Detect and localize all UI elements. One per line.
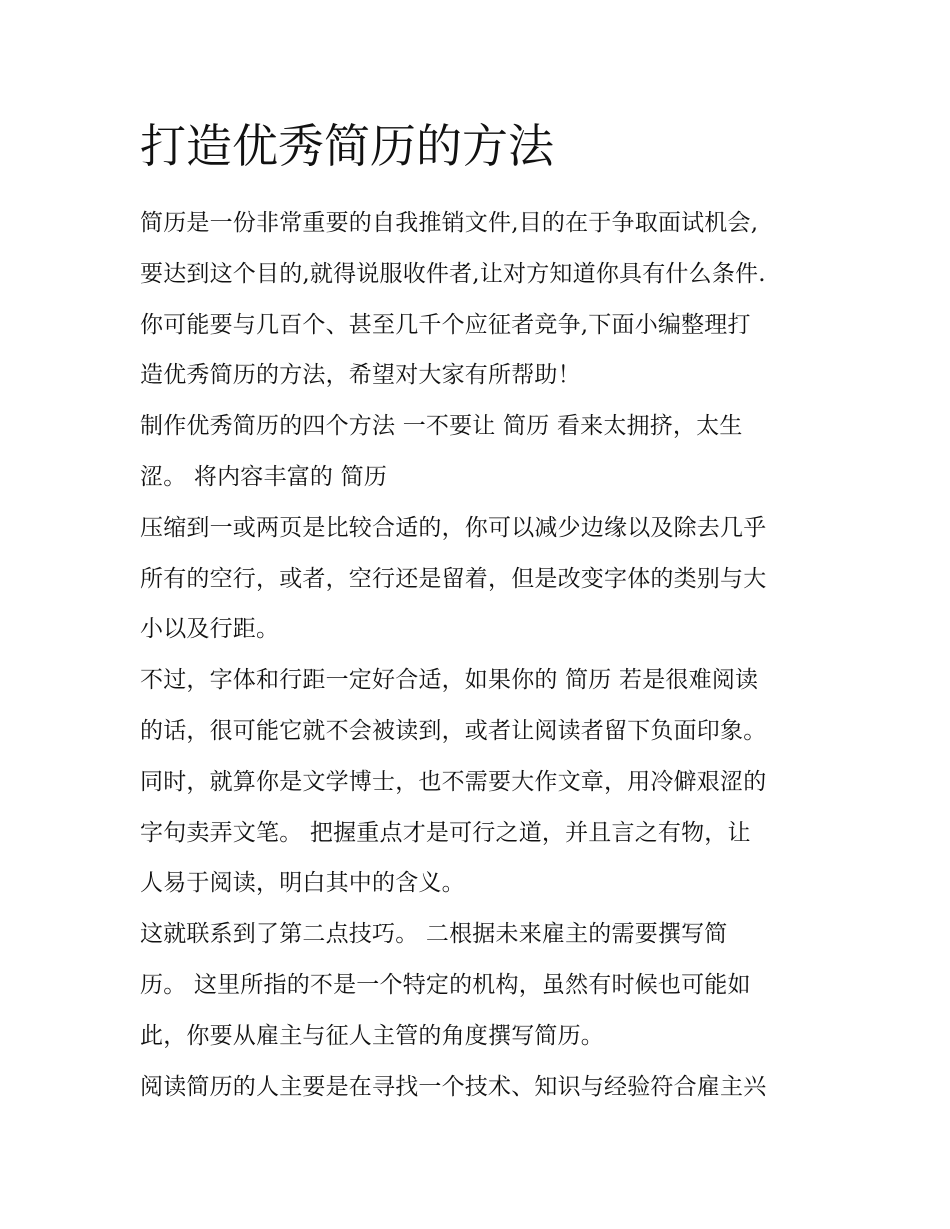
body-line: 的话，很可能它就不会被读到，或者让阅读者留下负面印象。 [140, 717, 767, 744]
document-title: 打造优秀简历的方法 [140, 119, 554, 173]
body-line: 你可能要与几百个、甚至几千个应征者竞争,下面小编整理打 [140, 311, 751, 338]
body-line: 小以及行距。 [140, 616, 280, 643]
body-line: 不过，字体和行距一定好合适，如果你的 简历 若是很难阅读 [140, 667, 759, 694]
body-line: 同时，就算你是文学博士，也不需要大作文章，用冷僻艰涩的 [140, 768, 767, 795]
body-line: 历。 这里所指的不是一个特定的机构，虽然有时候也可能如 [140, 971, 751, 998]
body-line: 这就联系到了第二点技巧。 二根据未来雇主的需要撰写简 [140, 921, 728, 948]
body-line: 造优秀简历的方法，希望对大家有所帮助！ [140, 362, 581, 389]
body-line: 简历是一份非常重要的自我推销文件,目的在于争取面试机会, [140, 210, 759, 236]
body-line: 涩。 将内容丰富的 简历 [140, 463, 388, 490]
body-line: 人易于阅读，明白其中的含义。 [140, 870, 465, 897]
body-line: 此，你要从雇主与征人主管的角度撰写简历。 [140, 1022, 604, 1049]
document-body [140, 198, 830, 1112]
body-line: 所有的空行，或者，空行还是留着，但是改变字体的类别与大 [140, 565, 767, 592]
body-line: 字句卖弄文笔。 把握重点才是可行之道，并且言之有物，让 [140, 819, 751, 846]
body-line: 要达到这个目的,就得说服收件者,让对方知道你具有什么条件. [140, 260, 766, 287]
body-line: 阅读简历的人主要是在寻找一个技术、知识与经验符合雇主兴 [140, 1073, 767, 1100]
body-line: 压缩到一或两页是比较合适的，你可以减少边缘以及除去几乎 [140, 514, 767, 541]
body-line: 制作优秀简历的四个方法 一不要让 简历 看来太拥挤，太生 [140, 413, 743, 440]
